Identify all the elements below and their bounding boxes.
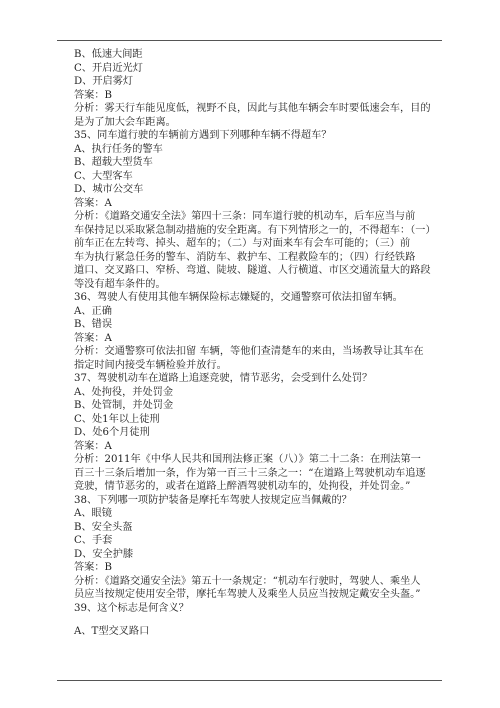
text-line: 道口、交叉路口、窄桥、弯道、陡坡、隧道、人行横道、市区交通流量大的路段 (74, 265, 431, 276)
sign-image-gap (74, 615, 436, 625)
text-line: 答案：B (74, 562, 113, 573)
text-line: 等没有超车条件的。 (74, 278, 166, 290)
text-line: 36、驾驶人有使用其他车辆保险标志嫌疑的，交通警察可依法扣留车辆。 (74, 292, 403, 303)
text-line: A、正确 (74, 305, 112, 317)
question-block (74, 48, 436, 615)
text-line: C、大型客车 (74, 170, 133, 182)
text-line: C、开启近光灯 (74, 62, 143, 74)
text-line: 前车正在左转弯、掉头、超车的；（二）与对面来车有会车可能的；（三）前 (74, 238, 411, 249)
footer-rule (57, 680, 442, 681)
text-line: 是为了加大会车距离。 (74, 116, 176, 128)
text-line: 分析：2011年《中华人民共和国刑法修正案（八）》第二十二条：在刑法第一 (74, 454, 421, 465)
text-line: D、安全护膝 (74, 548, 134, 560)
text-line: B、超载大型货车 (74, 157, 153, 168)
text-line: D、城市公交车 (74, 184, 144, 195)
text-line: 35、同车道行驶的车辆前方遇到下列哪种车辆不得超车？ (74, 130, 332, 141)
text-line: D、开启雾灯 (74, 76, 134, 87)
text-line: 答案：A (74, 332, 112, 344)
text-line: 分析：雾天行车能见度低，视野不良，因此与其他车辆会车时要低速会车，目的 (74, 103, 431, 114)
text-line: 39、这个标志是何含义？ (74, 602, 189, 614)
text-line: A、处拘役，并处罚金 (74, 386, 174, 398)
text-line: A、执行任务的警车 (74, 143, 163, 155)
text-line: 分析：《道路交通安全法》第五十一条规定：“机动车行驶时，驾驶人、乘坐人 (74, 575, 421, 587)
text-line: 答案：A (74, 440, 112, 452)
text-line: C、处1年以上徒刑 (74, 413, 160, 425)
text-line: 竞驶，情节恶劣的，或者在道路上醉酒驾驶机动车的，处拘役，并处罚金。” (74, 481, 411, 492)
text-line: 答案：A (74, 197, 112, 209)
text-line: 分析：《道路交通安全法》第四十三条：同车道行驶的机动车，后车应当与前 (74, 211, 416, 222)
answer-options-block (74, 625, 436, 639)
text-line: 百三十三条后增加一条，作为第一百三十三条之一：“在道路上驾驶机动车追逐 (74, 467, 426, 479)
text-line: 38、下列哪一项防护装备是摩托车驾驶人按规定应当佩戴的？ (74, 494, 352, 506)
text-line: D、处6个月徒刑 (74, 427, 150, 438)
text-line: 答案：B (74, 89, 113, 101)
header-rule (57, 40, 442, 41)
text-line: 车保持足以采取紧急制动措施的安全距离。有下列情形之一的，不得超车：（一） (74, 224, 436, 236)
text-line: B、安全头盔 (74, 521, 133, 533)
text-line: 37、驾驶机动车在道路上追逐竞驶，情节恶劣，会受到什么处罚？ (74, 373, 373, 384)
text-line: A、T型交叉路口 (74, 626, 150, 637)
text-line: 分析：交通警察可依法扣留 车辆，等他们查清楚车的来由，当场教导让其车在 (74, 346, 424, 357)
text-line: B、低速大间距 (74, 49, 143, 60)
document-body (74, 48, 436, 639)
text-line: B、错误 (74, 319, 113, 330)
text-line: B、处管制，并处罚金 (74, 400, 174, 411)
text-line: 员应当按规定使用安全带，摩托车驾驶人及乘坐人员应当按规定戴安全头盔。” (74, 589, 421, 600)
text-line: A、眼镜 (74, 508, 112, 519)
text-line: 指定时间内接受车辆检验并放行。 (74, 359, 227, 371)
text-line: 车为执行紧急任务的警车、消防车、救护车、工程救险车的；（四）行经铁路 (74, 251, 416, 263)
text-line: C、手套 (74, 535, 113, 546)
